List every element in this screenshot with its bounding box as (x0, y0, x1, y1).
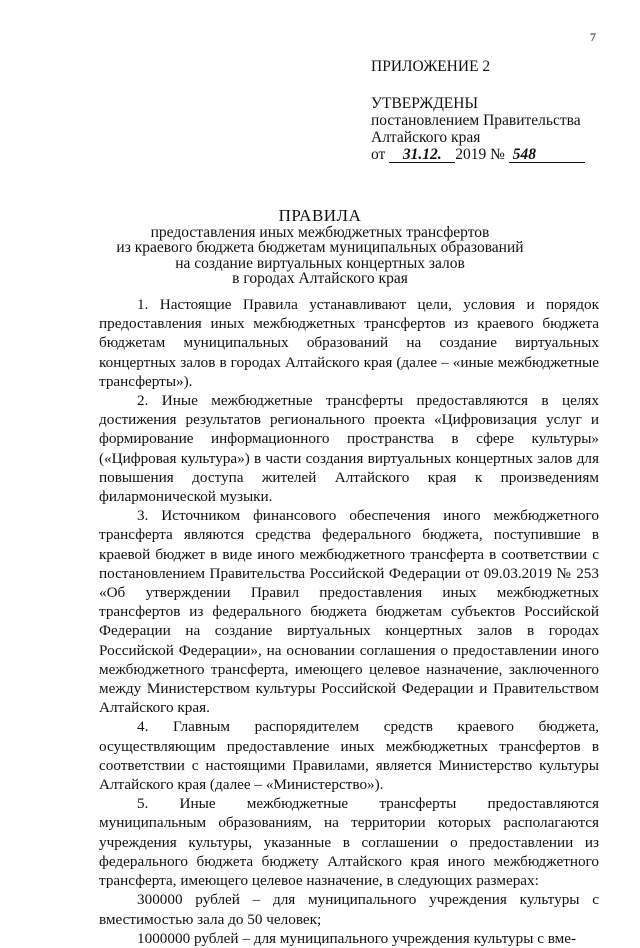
amount-item-2: 1000000 рублей – для муниципального учреждения культуры с вме- (137, 929, 577, 947)
document-body (99, 295, 599, 948)
rules-title (80, 208, 560, 287)
date-prefix: от (371, 146, 386, 163)
title-line-4: в городах Алтайского края (232, 270, 408, 287)
title-line-1: предоставления иных межбюджетных трансфертов (150, 223, 490, 241)
title-main: ПРАВИЛА (278, 206, 362, 225)
approved-label: УТВЕРЖДЕНЫ (371, 95, 478, 112)
paragraph-1: 1. Настоящие Правила устанавливают цели, условия и порядок предоставления иных межбюджетных трансфертов из краевого бюджета бюджетам муниципальных образований на создание виртуальных концертных залов в городах Алтайского края (далее – «иные межбюджетные трансферты»). (99, 296, 599, 390)
paragraph-5: 5. Иные межбюджетные трансферты предоставляются муниципальным образованиям, на территории которых располагаются учреждения культуры, указанные в соглашении о предоставлении из федерального бюджета бюджету Алтайского края иного межбюджетного трансферта, имеющего целевое назначение, в следующих размерах: (99, 795, 599, 890)
paragraph-2: 2. Иные межбюджетные трансферты предоставляются в целях достижения результатов регионального проекта «Цифровизация услуг и формирование информационного пространства в сфере культуры» («Цифровая культура») в части создания виртуальных концертных залов для повышения доступа жителей Алтайского края к произведениям филармонической музыки. (99, 392, 599, 506)
approval-date-line (371, 146, 621, 163)
approved-by-line2: Алтайского края (371, 129, 481, 146)
amount-item-1: 300000 рублей – для муниципального учреждения культуры с вместимостью зала до 50 человек; (99, 891, 599, 928)
title-line-3: на создание виртуальных концертных залов (175, 254, 465, 272)
appendix-block (371, 58, 621, 163)
approved-by-line1: постановлением Правительства (371, 112, 581, 129)
doc-number: 548 (509, 147, 585, 163)
date-day: 31.12. (389, 147, 455, 163)
page-number: 7 (590, 30, 596, 44)
paragraph-4: 4. Главным распорядителем средств краевого бюджета, осуществляющим предоставление иных межбюджетных трансфертов в соответствии с настоящими Правилами, является Министерство культуры Алтайского края (далее – «Министерство»). (99, 718, 599, 794)
title-line-2: из краевого бюджета бюджетам муниципальных образований (116, 239, 524, 256)
paragraph-3: 3. Источником финансового обеспечения иного межбюджетного трансферта являются средства федерального бюджета, поступившие в краевой бюджет в виде иного межбюджетного трансферта в соответствии с постановлением Правительства Российской Федерации от 09.03.2019 № 253 «Об утверждении Правил предоставления иных межбюджетных трансфертов из федерального бюджета бюджетам субъектов Российской Федерации на создание виртуальных концертных залов в городах Российской Федерации», на основании соглашения о предоставлении иного межбюджетного трансферта, имеющего целевое назначение, заключенного между Министерством культуры Российской Федерации и Правительством Алтайского края. (99, 507, 599, 717)
date-year: 2019 № (455, 146, 505, 163)
appendix-label: ПРИЛОЖЕНИЕ 2 (371, 58, 491, 75)
